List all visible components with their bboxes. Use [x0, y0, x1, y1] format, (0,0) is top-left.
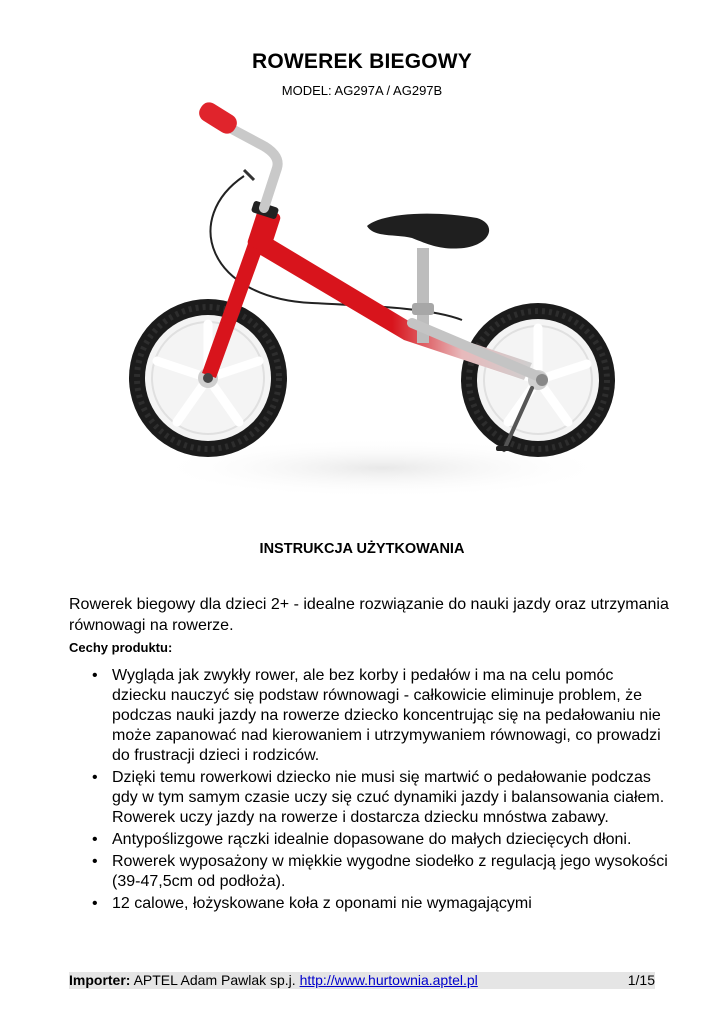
- document-title: ROWEREK BIEGOWY: [251, 50, 472, 73]
- balance-bike-illustration: [112, 98, 632, 508]
- importer-website-link[interactable]: http://www.hurtownia.aptel.pl: [299, 972, 478, 988]
- page-number: 1/15: [627, 972, 655, 988]
- feature-text: Antypoślizgowe rączki idealnie dopasowane do małych dziecięcych dłoni.: [112, 831, 632, 848]
- list-item: [90, 830, 670, 850]
- bullet-icon: •: [92, 895, 98, 912]
- list-item: [90, 894, 670, 914]
- saddle: [367, 214, 489, 249]
- list-item: [90, 666, 670, 766]
- list-item: [90, 852, 670, 892]
- bullet-icon: •: [92, 853, 98, 870]
- bullet-icon: •: [92, 667, 98, 684]
- bullet-icon: •: [92, 831, 98, 848]
- intro-paragraph: Rowerek biegowy dla dzieci 2+ - idealne rozwiązanie do nauki jazdy oraz utrzymania równowagi na rowerze.: [69, 596, 669, 634]
- feature-text: 12 calowe, łożyskowane koła z oponami nie wymagającymi: [112, 895, 532, 912]
- importer-label: Importer:: [69, 972, 131, 988]
- feature-text: Dzięki temu rowerkowi dziecko nie musi się martwić o pedałowanie podczas gdy w tym samym czasie uczy się czuć dynamiki jazdy i balansowania ciałem. Rowerek uczy jazdy na rowerze i dostarcza dziecku mnóstwa zabawy.: [112, 769, 665, 826]
- seat-clamp: [412, 303, 434, 315]
- feature-text: Wygląda jak zwykły rower, ale bez korby i pedałów i ma na celu pomóc dziecku nauczyć się podstaw równowagi - całkowicie eliminuje problem, że podczas nauki jazdy na rowerze dziecko koncentrując się na pedałowaniu nie może zapanować nad kierowaniem i utrzymywaniem równowagi, co prowadzi do frustracji dzieci i rodziców.: [112, 667, 661, 764]
- features-label: Cechy produktu:: [69, 640, 173, 655]
- feature-text: Rowerek wyposażony w miękkie wygodne siodełko z regulacją jego wysokości (39-47,5cm od podłoża).: [112, 853, 668, 890]
- features-list: [90, 666, 670, 916]
- front-axle-bolt: [203, 373, 213, 383]
- brake-lever: [244, 170, 254, 180]
- kickstand-foot: [496, 446, 510, 451]
- importer-name: APTEL Adam Pawlak sp.j.: [133, 972, 296, 988]
- page-footer: [69, 972, 655, 989]
- bullet-icon: •: [92, 769, 98, 786]
- section-title: INSTRUKCJA UŻYTKOWANIA: [259, 541, 465, 557]
- model-number: MODEL: AG297A / AG297B: [281, 83, 443, 98]
- list-item: [90, 768, 670, 828]
- handlebar: [230, 128, 278, 208]
- rear-axle-bolt: [536, 374, 548, 386]
